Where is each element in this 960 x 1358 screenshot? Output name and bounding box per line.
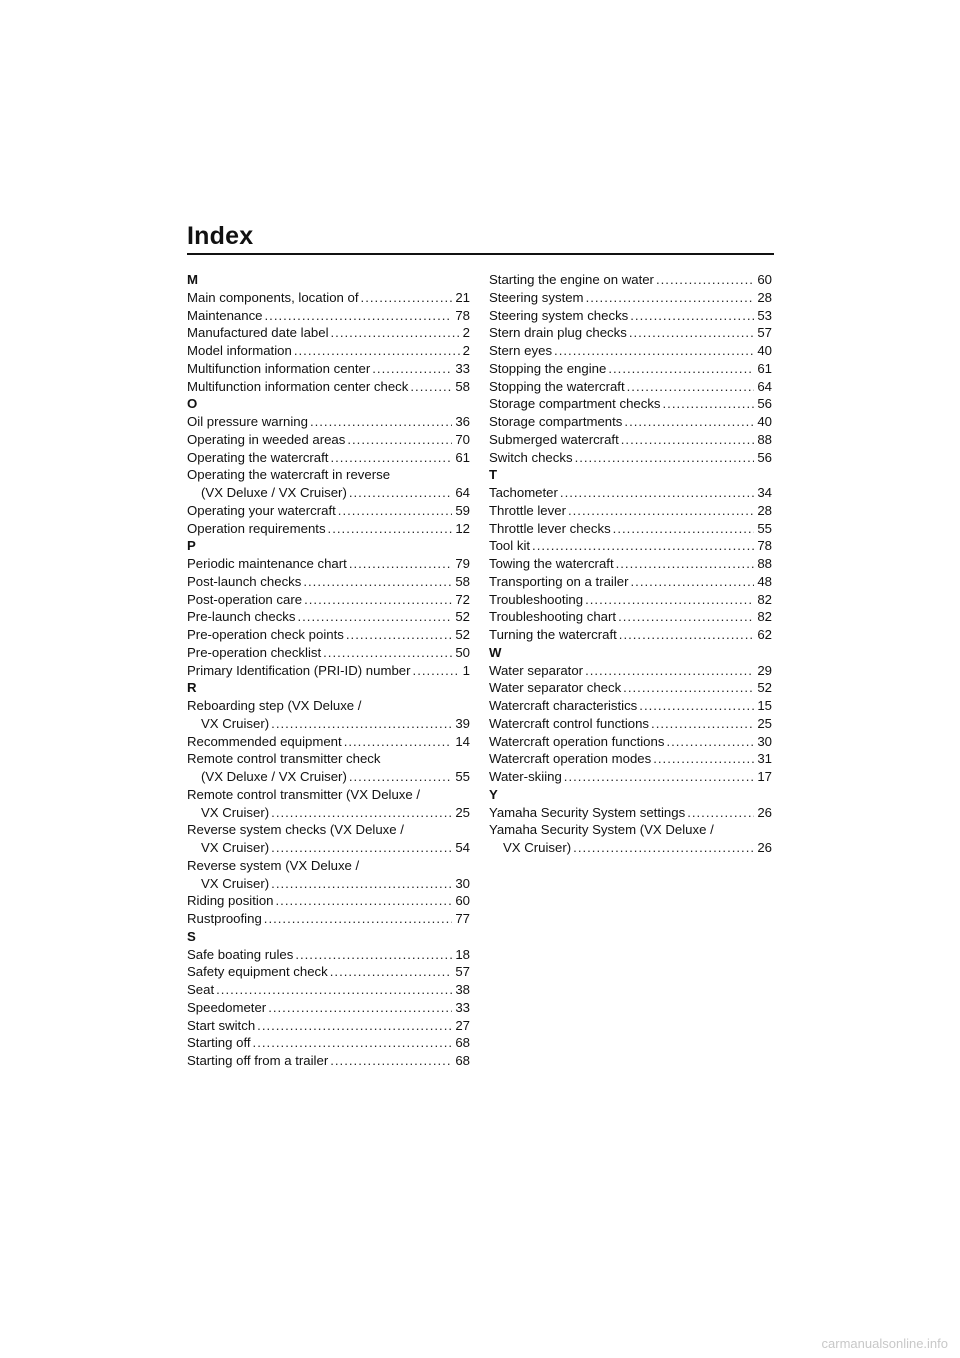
dot-leader	[630, 307, 754, 325]
index-entry-label: Multifunction information center check	[187, 378, 409, 394]
index-entry	[187, 484, 470, 502]
index-entry-label: Multifunction information center	[187, 360, 371, 376]
index-entry-label: VX Cruiser)	[201, 875, 270, 891]
index-page-number: 82	[757, 591, 772, 607]
index-letter-heading: O	[187, 396, 198, 412]
index-entry	[187, 502, 470, 520]
index-page-number: 68	[455, 1053, 470, 1068]
index-entry-text: Remote control transmitter check	[187, 751, 381, 767]
index-entry	[187, 892, 470, 910]
index-page-number: 78	[757, 538, 772, 554]
index-entry	[187, 555, 470, 573]
dot-leader	[330, 449, 452, 467]
dot-leader	[372, 360, 452, 378]
index-page-number: 36	[455, 414, 470, 429]
index-page-number: 25	[455, 804, 470, 820]
index-entry-label: Speedometer	[187, 999, 267, 1015]
index-entry	[489, 449, 772, 467]
dot-leader	[338, 502, 453, 520]
page-title: Index	[187, 222, 254, 250]
index-entry	[187, 342, 470, 360]
index-entry	[489, 839, 772, 857]
index-entry	[489, 307, 772, 325]
index-entry	[489, 537, 772, 555]
index-page-number: 57	[455, 964, 470, 980]
index-page-number: 39	[455, 715, 470, 731]
index-entry	[187, 1052, 470, 1070]
index-page-number: 55	[757, 520, 772, 536]
index-entry	[187, 626, 470, 644]
index-entry-label: Operating the watercraft	[187, 449, 329, 465]
dot-leader	[564, 768, 755, 786]
dot-leader	[344, 733, 453, 751]
index-page-number: 2	[462, 343, 470, 358]
dot-leader	[294, 342, 460, 360]
index-page-number: 64	[757, 378, 772, 394]
index-entry-text: Reverse system checks (VX Deluxe /	[187, 822, 404, 838]
dot-leader	[271, 839, 452, 857]
index-entry-label: VX Cruiser)	[503, 840, 572, 855]
index-letter-heading: T	[489, 467, 498, 483]
index-entry-label: Tool kit	[489, 538, 531, 554]
index-page-number: 64	[455, 485, 470, 500]
index-entry	[187, 360, 470, 378]
index-entry-label: Rustproofing	[187, 911, 262, 926]
index-entry	[489, 271, 772, 289]
index-entry-label: Watercraft characteristics	[489, 698, 638, 713]
index-page-number: 2	[462, 325, 470, 341]
index-entry	[489, 520, 772, 538]
index-entry-text: Yamaha Security System (VX Deluxe /	[489, 822, 714, 838]
index-entry-label: Primary Identification (PRI-ID) number	[187, 662, 411, 678]
index-entry	[489, 431, 772, 449]
index-entry	[187, 573, 470, 591]
dot-leader	[271, 715, 452, 733]
dot-leader	[257, 1017, 452, 1035]
index-entry-label: Storage compartments	[489, 414, 623, 429]
index-page-number: 88	[757, 431, 772, 447]
index-entry-label: Periodic maintenance chart	[187, 556, 347, 571]
dot-leader	[532, 537, 754, 555]
dot-leader	[303, 573, 452, 591]
index-entry-label: Troubleshooting chart	[489, 609, 617, 625]
dot-leader	[608, 360, 754, 378]
index-page-number: 28	[757, 289, 772, 305]
index-page-number: 33	[455, 999, 470, 1015]
index-entry	[489, 608, 772, 626]
index-entry-label: Pre-operation checklist	[187, 644, 322, 660]
index-letter-heading: W	[489, 644, 502, 660]
index-page-number: 18	[455, 946, 470, 962]
index-entry-label: Stopping the watercraft	[489, 378, 625, 394]
index-entry	[489, 715, 772, 733]
dot-leader	[621, 431, 755, 449]
index-page-number: 38	[455, 982, 470, 997]
index-entry-label: Watercraft operation functions	[489, 733, 665, 749]
index-page-number: 53	[757, 307, 772, 323]
index-entry	[187, 608, 470, 626]
index-entry-label: Oil pressure warning	[187, 414, 308, 429]
index-entry	[187, 324, 470, 342]
index-entry	[187, 981, 470, 999]
footer-watermark-url: carmanualsonline.info	[821, 1336, 948, 1351]
index-entry-label: Pre-operation check points	[187, 627, 344, 642]
dot-leader	[216, 981, 452, 999]
index-entry-label: Start switch	[187, 1017, 256, 1033]
index-entry	[187, 910, 470, 928]
index-page-number: 82	[757, 609, 772, 625]
index-entry-label: Main components, location of	[187, 289, 359, 305]
dot-leader	[310, 413, 452, 431]
index-page-number: 50	[455, 644, 470, 660]
index-page-number: 12	[455, 520, 470, 536]
index-entry	[489, 626, 772, 644]
index-entry	[187, 946, 470, 964]
dot-leader	[271, 875, 452, 893]
index-entry-text: Remote control transmitter (VX Deluxe /	[187, 786, 421, 802]
dot-leader	[347, 431, 452, 449]
index-entry-text: Reverse system (VX Deluxe /	[187, 857, 360, 873]
index-entry-label: Yamaha Security System settings	[489, 804, 686, 820]
dot-leader	[624, 413, 754, 431]
index-entry	[489, 804, 772, 822]
index-entry-text: Operating the watercraft in reverse	[187, 467, 391, 483]
index-entry-label: (VX Deluxe / VX Cruiser)	[201, 485, 347, 500]
index-entry	[489, 395, 772, 413]
index-entry-label: Submerged watercraft	[489, 431, 619, 447]
dot-leader	[349, 768, 452, 786]
index-page-number: 33	[455, 360, 470, 376]
dot-leader	[276, 892, 453, 910]
index-page-number: 34	[757, 485, 772, 500]
dot-leader	[304, 591, 452, 609]
index-entry	[489, 750, 772, 768]
index-entry-label: Transporting on a trailer	[489, 573, 629, 589]
dot-leader	[346, 626, 452, 644]
dot-leader	[663, 395, 755, 413]
index-entry-label: Operating in weeded areas	[187, 431, 346, 447]
index-page-number: 48	[757, 573, 772, 589]
index-entry	[187, 520, 470, 538]
dot-leader	[330, 963, 453, 981]
index-entry	[489, 573, 772, 591]
index-page-number: 68	[455, 1035, 470, 1051]
index-entry-label: VX Cruiser)	[201, 715, 270, 731]
index-page-number: 25	[757, 715, 772, 731]
index-page-number: 79	[455, 556, 470, 571]
index-page-number: 1	[462, 662, 470, 678]
index-entry	[187, 289, 470, 307]
index-entry-label: Tachometer	[489, 485, 558, 500]
dot-leader	[264, 910, 453, 928]
index-entry-label: Stern eyes	[489, 343, 553, 358]
index-page-number: 56	[757, 396, 772, 412]
index-entry-label: Operating your watercraft	[187, 502, 336, 518]
index-entry-label: Riding position	[187, 893, 274, 909]
index-entry-label: (VX Deluxe / VX Cruiser)	[201, 769, 347, 784]
index-entry	[489, 679, 772, 697]
index-entry-label: Water-skiing	[489, 769, 562, 784]
index-letter-heading: Y	[489, 786, 498, 802]
index-entry-label: Pre-launch checks	[187, 609, 296, 625]
index-entry-label: Towing the watercraft	[489, 556, 614, 571]
index-entry	[187, 413, 470, 431]
dot-leader	[323, 644, 452, 662]
dot-leader	[585, 591, 754, 609]
index-page-number: 60	[455, 893, 470, 909]
index-entry	[489, 289, 772, 307]
dot-leader	[585, 662, 754, 680]
index-page-number: 57	[757, 325, 772, 341]
dot-leader	[687, 804, 754, 822]
dot-leader	[666, 733, 754, 751]
index-entry-label: VX Cruiser)	[201, 840, 270, 855]
index-entry-label: Seat	[187, 982, 215, 997]
title-rule	[187, 253, 774, 255]
dot-leader	[623, 679, 754, 697]
index-entry-label: Troubleshooting	[489, 591, 584, 607]
index-page-number: 60	[757, 272, 772, 287]
index-entry-label: Recommended equipment	[187, 733, 342, 749]
index-entry	[489, 360, 772, 378]
dot-leader	[631, 573, 755, 591]
index-entry-label: Throttle lever checks	[489, 520, 611, 536]
index-page-number: 62	[757, 627, 772, 642]
dot-leader	[295, 946, 452, 964]
index-entry	[489, 768, 772, 786]
dot-leader	[627, 378, 755, 396]
index-entry-label: Water separator	[489, 662, 584, 678]
dot-leader	[349, 484, 452, 502]
index-entry	[489, 697, 772, 715]
index-page-number: 14	[455, 733, 470, 749]
index-page-number: 15	[757, 698, 772, 713]
index-entry	[187, 839, 470, 857]
index-letter-heading: M	[187, 272, 198, 287]
dot-leader	[639, 697, 754, 715]
index-letter-heading: S	[187, 928, 196, 944]
index-page-number: 56	[757, 449, 772, 465]
dot-leader	[618, 608, 754, 626]
dot-leader	[328, 520, 453, 538]
dot-leader	[568, 502, 754, 520]
index-entry-label: Water separator check	[489, 680, 622, 696]
dot-leader	[330, 1052, 452, 1070]
index-entry-label: Safety equipment check	[187, 964, 328, 980]
index-page-number: 58	[455, 378, 470, 394]
index-page-number: 31	[757, 751, 772, 767]
dot-leader	[651, 715, 754, 733]
index-entry	[489, 555, 772, 573]
index-page-number: 52	[757, 680, 772, 696]
index-entry-label: Starting off	[187, 1035, 251, 1051]
dot-leader	[656, 271, 754, 289]
index-entry	[489, 413, 772, 431]
index-letter-heading: R	[187, 680, 197, 696]
index-entry	[187, 1017, 470, 1035]
dot-leader	[265, 307, 453, 325]
dot-leader	[349, 555, 453, 573]
index-entry	[187, 715, 470, 733]
index-entry	[187, 1034, 470, 1052]
index-page-number: 27	[455, 1017, 470, 1033]
dot-leader	[410, 378, 452, 396]
index-entry	[187, 804, 470, 822]
index-page-number: 70	[455, 431, 470, 447]
index-page-number: 61	[455, 449, 470, 465]
dot-leader	[613, 520, 755, 538]
index-entry-label: Steering system checks	[489, 307, 629, 323]
index-entry	[187, 307, 470, 325]
index-entry-text: Reboarding step (VX Deluxe /	[187, 698, 362, 713]
index-page-number: 58	[455, 573, 470, 589]
index-page-number: 21	[455, 289, 470, 305]
index-entry-label: Maintenance	[187, 307, 263, 323]
index-entry-label: Watercraft control functions	[489, 715, 650, 731]
index-column-right	[489, 271, 772, 857]
dot-leader	[616, 555, 755, 573]
index-page-number: 54	[455, 840, 470, 855]
index-entry-label: Operation requirements	[187, 520, 326, 536]
index-entry-label: Post-launch checks	[187, 573, 302, 589]
index-entry-label: Manufactured date label	[187, 325, 329, 341]
index-page-number: 52	[455, 627, 470, 642]
index-entry	[489, 733, 772, 751]
index-entry-label: Post-operation care	[187, 591, 303, 607]
index-entry-label: VX Cruiser)	[201, 804, 270, 820]
dot-leader	[560, 484, 754, 502]
index-entry	[187, 591, 470, 609]
dot-leader	[271, 804, 452, 822]
index-page-number: 29	[757, 662, 772, 678]
dot-leader	[653, 750, 754, 768]
dot-leader	[573, 839, 754, 857]
dot-leader	[297, 608, 452, 626]
index-entry	[187, 431, 470, 449]
index-page-number: 17	[757, 769, 772, 784]
dot-leader	[629, 324, 755, 342]
dot-leader	[253, 1034, 453, 1052]
index-page-number: 77	[455, 911, 470, 926]
index-page-number: 52	[455, 609, 470, 625]
index-page-number: 28	[757, 502, 772, 518]
index-entry	[489, 378, 772, 396]
index-entry	[187, 449, 470, 467]
index-entry	[187, 875, 470, 893]
dot-leader	[619, 626, 755, 644]
index-entry	[187, 963, 470, 981]
index-entry	[489, 662, 772, 680]
index-entry	[489, 502, 772, 520]
dot-leader	[331, 324, 460, 342]
index-entry-label: Throttle lever	[489, 502, 566, 518]
index-page-number: 40	[757, 414, 772, 429]
dot-leader	[554, 342, 754, 360]
index-entry-label: Safe boating rules	[187, 946, 294, 962]
index-page-number: 40	[757, 343, 772, 358]
dot-leader	[586, 289, 755, 307]
index-entry-label: Steering system	[489, 289, 584, 305]
dot-leader	[361, 289, 453, 307]
index-page-number: 59	[455, 502, 470, 518]
index-page-number: 78	[455, 307, 470, 323]
index-page-number: 26	[757, 804, 772, 820]
dot-leader	[413, 662, 460, 680]
index-entry	[187, 768, 470, 786]
index-page-number: 30	[757, 733, 772, 749]
index-entry-label: Turning the watercraft	[489, 627, 617, 642]
index-page-number: 61	[757, 360, 772, 376]
index-entry	[489, 324, 772, 342]
index-page-number: 72	[455, 591, 470, 607]
index-entry	[489, 591, 772, 609]
index-entry-label: Stopping the engine	[489, 360, 607, 376]
index-entry	[187, 644, 470, 662]
index-entry	[187, 378, 470, 396]
index-entry-label: Watercraft operation modes	[489, 751, 652, 767]
index-letter-heading: P	[187, 538, 196, 554]
index-entry	[489, 342, 772, 360]
index-column-left	[187, 271, 470, 1070]
index-entry-label: Stern drain plug checks	[489, 325, 627, 341]
index-entry	[489, 484, 772, 502]
index-entry-label: Storage compartment checks	[489, 396, 661, 412]
index-entry	[187, 999, 470, 1017]
index-page-number: 55	[455, 769, 470, 784]
index-entry-label: Starting off from a trailer	[187, 1053, 329, 1068]
index-entry-label: Model information	[187, 343, 292, 358]
index-page-number: 30	[455, 875, 470, 891]
index-entry	[187, 733, 470, 751]
index-entry-label: Starting the engine on water	[489, 272, 654, 287]
index-page-number: 88	[757, 556, 772, 571]
index-entry-label: Switch checks	[489, 449, 573, 465]
index-entry	[187, 662, 470, 680]
index-page-number: 26	[757, 840, 772, 855]
dot-leader	[575, 449, 755, 467]
dot-leader	[268, 999, 452, 1017]
